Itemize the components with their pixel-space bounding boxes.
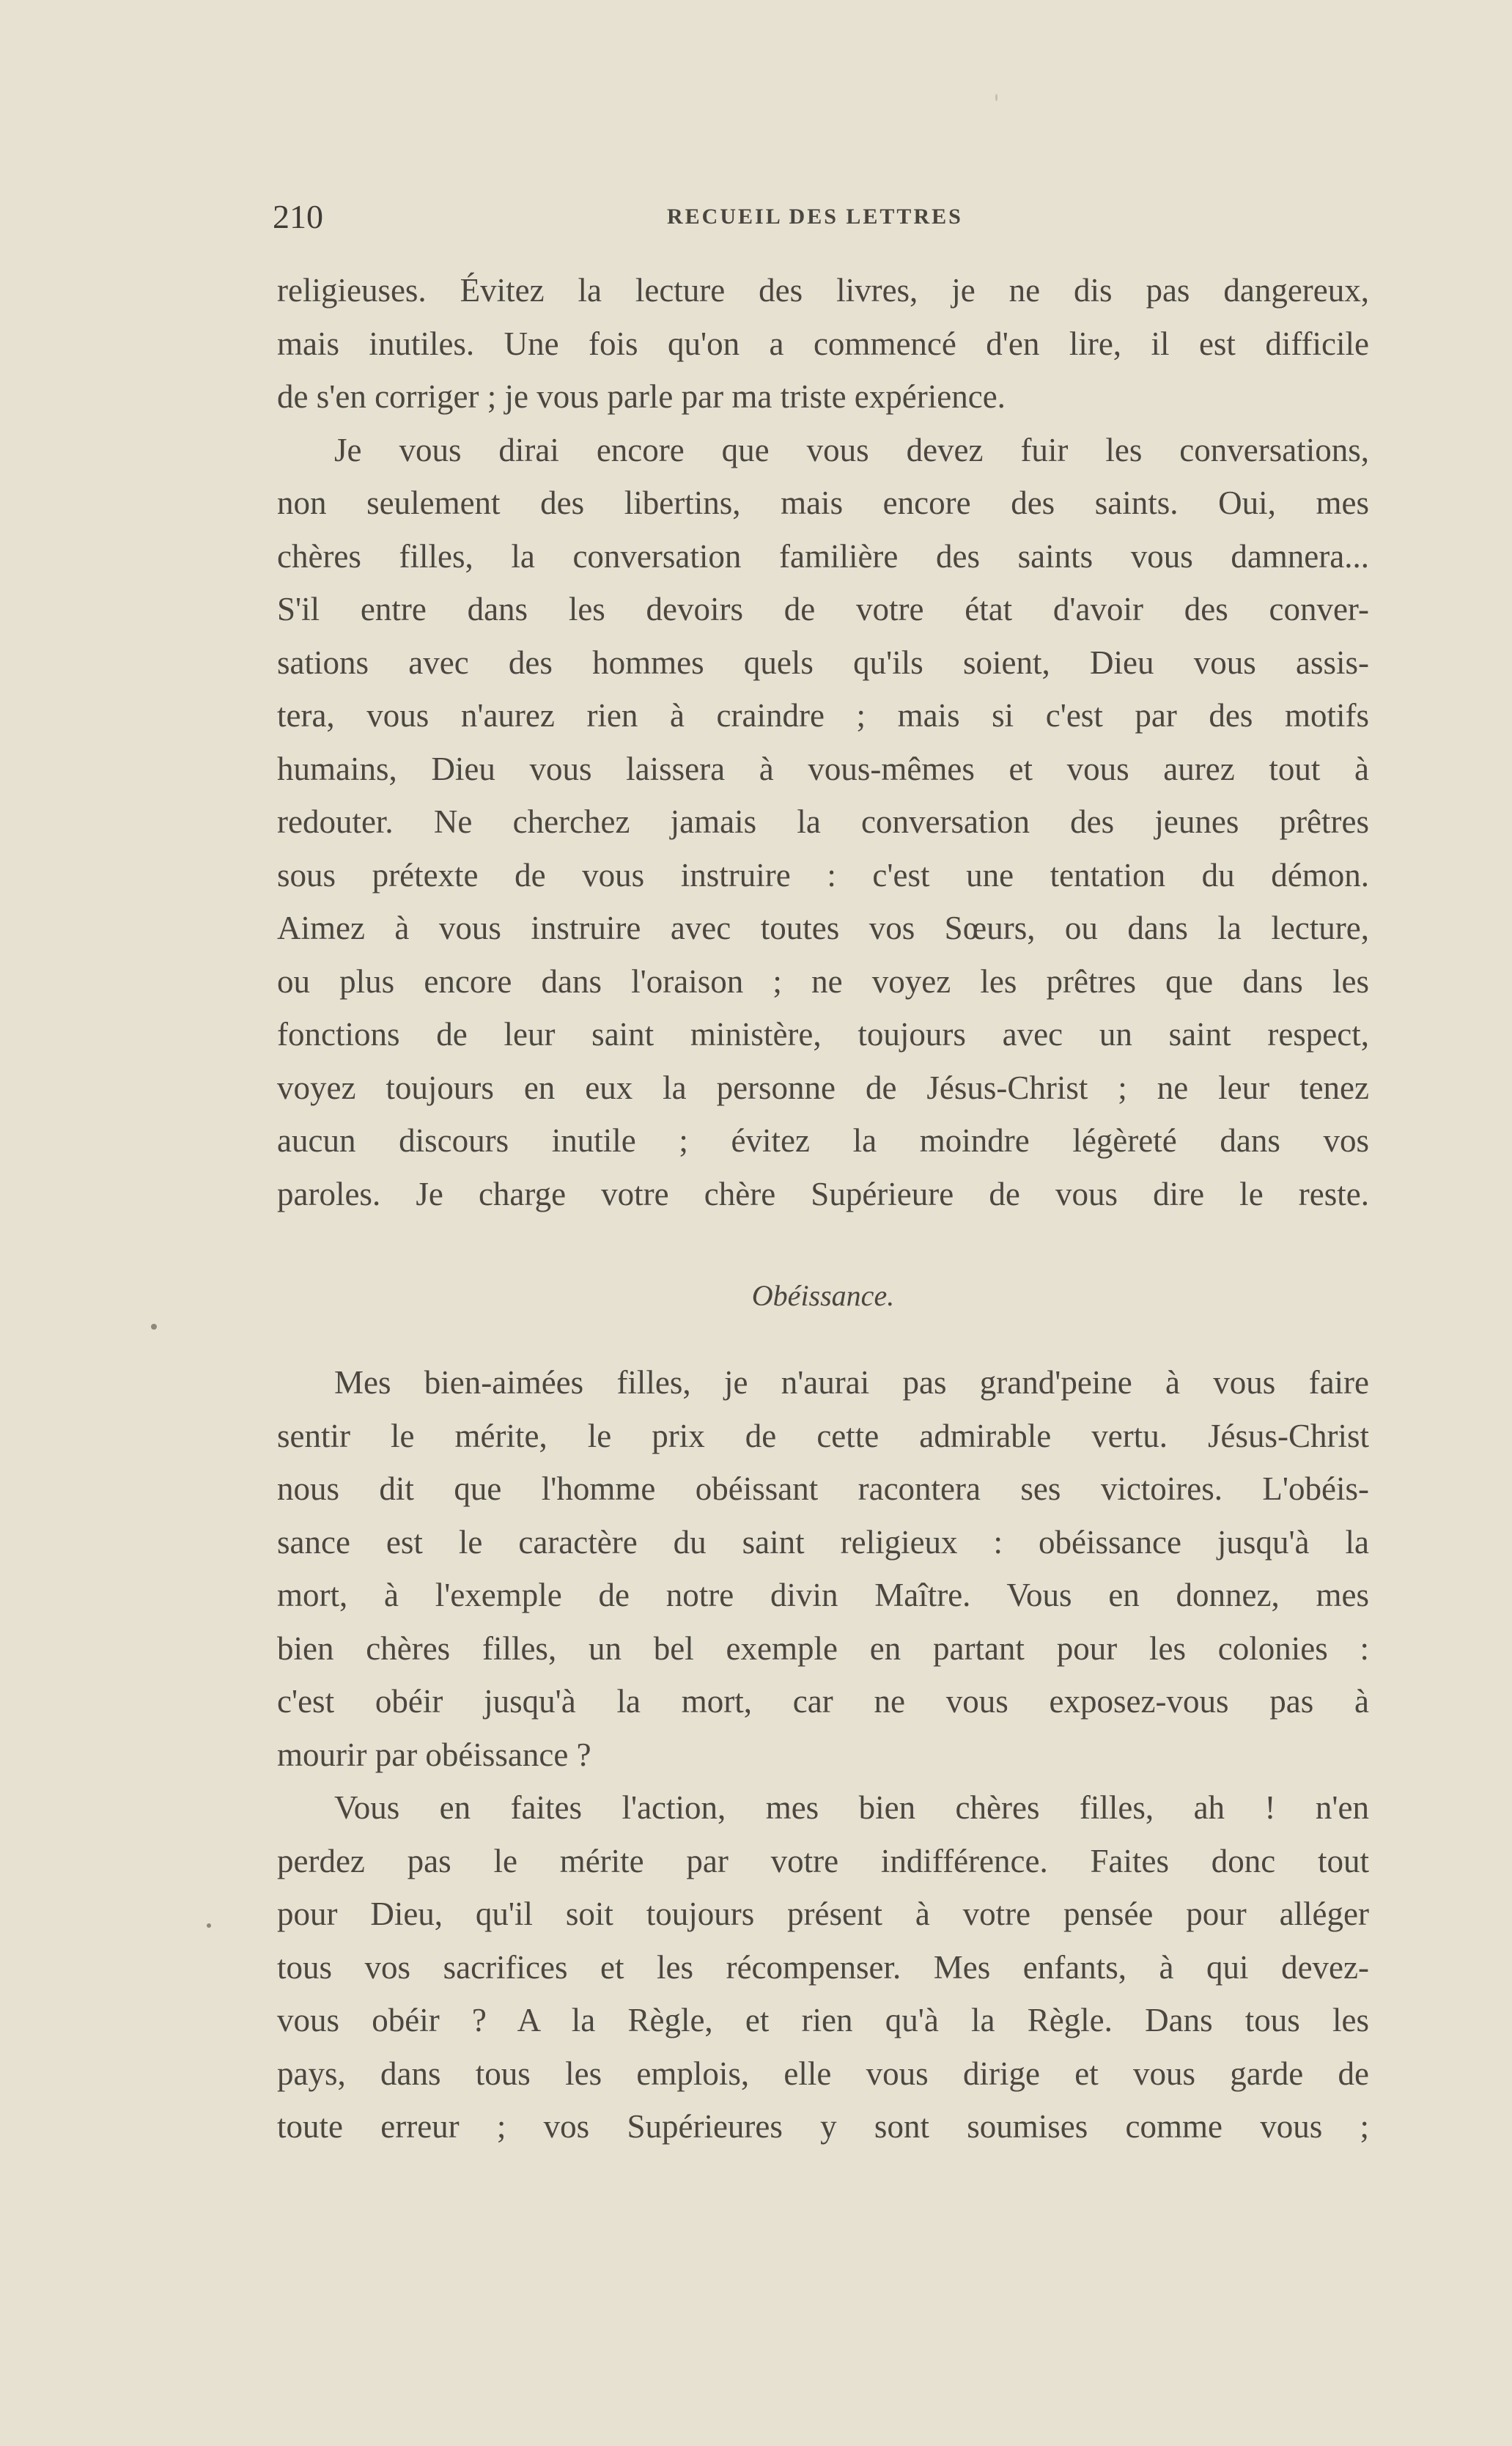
text-line: tous vos sacrifices et les récompenser. Mes enfants, à qui devez- — [277, 1948, 1369, 1986]
text-line: tera, vous n'aurez rien à craindre ; mais si c'est par des motifs — [277, 697, 1369, 734]
text-line: religieuses. Évitez la lecture des livres, je ne dis pas dangereux, — [277, 272, 1369, 309]
text-line: sance est le caractère du saint religieux : obéissance jusqu'à la — [277, 1523, 1369, 1561]
text-line: nous dit que l'homme obéissant racontera ses victoires. L'obéis- — [277, 1470, 1369, 1507]
text-line: paroles. Je charge votre chère Supérieure de vous dire le reste. — [277, 1175, 1369, 1212]
text-line: vous obéir ? A la Règle, et rien qu'à la Règle. Dans tous les — [277, 2002, 1369, 2038]
text-line: bien chères filles, un bel exemple en partant pour les colonies : — [277, 1629, 1369, 1667]
text-line: c'est obéir jusqu'à la mort, car ne vous exposez-vous pas à — [277, 1683, 1369, 1720]
text-line: toute erreur ; vos Supérieures y sont soumises comme vous ; — [277, 2108, 1369, 2145]
text-line: perdez pas le mérite par votre indifférence. Faites donc tout — [277, 1842, 1369, 1879]
text-line: redouter. Ne cherchez jamais la conversation des jeunes prêtres — [277, 803, 1369, 840]
text-block-1 — [277, 264, 1369, 1220]
text-line: mais inutiles. Une fois qu'on a commencé d'en lire, il est difficile — [277, 325, 1369, 362]
text-line: humains, Dieu vous laissera à vous-mêmes et vous aurez tout à — [277, 750, 1369, 787]
text-line: mort, à l'exemple de notre divin Maître. Vous en donnez, mes — [277, 1577, 1369, 1613]
text-line: pays, dans tous les emplois, elle vous dirige et vous garde de — [277, 2055, 1369, 2092]
paper-speck — [995, 94, 997, 101]
text-line: sentir le mérite, le prix de cette admirable vertu. Jésus-Christ — [277, 1417, 1369, 1454]
text-line: ou plus encore dans l'oraison ; ne voyez les prêtres que dans les — [277, 962, 1369, 1000]
paper-speck — [151, 1324, 157, 1330]
text-line: sous prétexte de vous instruire : c'est une tentation du démon. — [277, 856, 1369, 894]
text-line: S'il entre dans les devoirs de votre état d'avoir des conver- — [277, 591, 1369, 627]
section-heading: Obéissance. — [751, 1279, 895, 1312]
running-head — [273, 195, 1372, 239]
text-line: Vous en faites l'action, mes bien chères filles, ah ! n'en — [334, 1789, 1369, 1826]
text-line: fonctions de leur saint ministère, toujours avec un saint respect, — [277, 1016, 1369, 1053]
text-line: de s'en corriger ; je vous parle par ma triste expérience. — [277, 378, 1006, 415]
paper-speck — [207, 1923, 211, 1928]
text-line: Je vous dirai encore que vous devez fuir les conversations, — [334, 431, 1369, 468]
text-block-2 — [277, 1356, 1369, 2154]
text-line: Mes bien-aimées filles, je n'aurai pas grand'peine à vous faire — [334, 1364, 1369, 1401]
text-line: sations avec des hommes quels qu'ils soient, Dieu vous assis- — [277, 644, 1369, 681]
text-line: chères filles, la conversation familière des saints vous damnera... — [277, 537, 1369, 575]
running-title: RECUEIL DES LETTRES — [667, 205, 963, 229]
text-line: voyez toujours en eux la personne de Jésus-Christ ; ne leur tenez — [277, 1069, 1369, 1106]
text-line: non seulement des libertins, mais encore des saints. Oui, mes — [277, 485, 1369, 521]
text-line: aucun discours inutile ; évitez la moindre légèreté dans vos — [277, 1122, 1369, 1159]
text-line: pour Dieu, qu'il soit toujours présent à votre pensée pour alléger — [277, 1896, 1369, 1932]
text-line: Aimez à vous instruire avec toutes vos Sœurs, ou dans la lecture, — [277, 910, 1369, 946]
page-number: 210 — [273, 198, 323, 235]
text-line: mourir par obéissance ? — [277, 1736, 591, 1773]
